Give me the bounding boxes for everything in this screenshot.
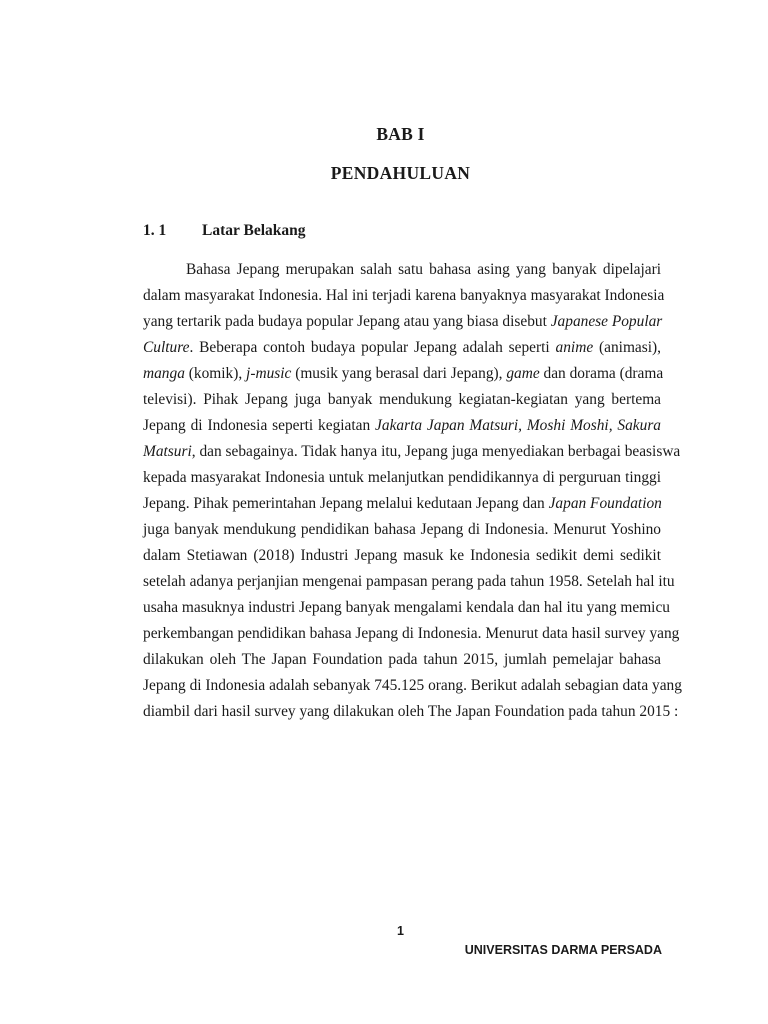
paragraph-line xyxy=(143,699,679,725)
section-heading xyxy=(143,222,306,240)
text-run: usaha masuknya industri Jepang banyak mengalami kendala dan hal itu yang memicu xyxy=(143,599,670,616)
paragraph-line xyxy=(143,413,661,439)
text-run: dalam Stetiawan (2018) Industri Jepang masuk ke Indonesia sedikit demi sedikit xyxy=(143,547,661,564)
text-run: yang tertarik pada budaya popular Jepang atau yang biasa disebut xyxy=(143,313,551,330)
paragraph-line xyxy=(143,309,661,335)
paragraph-line xyxy=(143,517,661,543)
text-run: juga banyak mendukung pendidikan bahasa Jepang di Indonesia. Menurut Yoshino xyxy=(143,521,661,538)
text-run: . Beberapa contoh budaya popular Jepang adalah seperti xyxy=(189,339,556,356)
paragraph-line xyxy=(143,361,664,387)
text-run: dalam masyarakat Indonesia. Hal ini terjadi karena banyaknya masyarakat Indonesia xyxy=(143,287,665,304)
italic-term: Japanese Popular xyxy=(550,313,663,330)
paragraph-line xyxy=(143,647,661,673)
chapter-title: PENDAHULUAN xyxy=(330,163,471,183)
paragraph-line xyxy=(143,621,680,647)
text-run: Jepang di Indonesia seperti kegiatan xyxy=(143,417,376,434)
text-run: , dan sebagainya. Tidak hanya itu, Jepang juga menyediakan berbagai beasiswa xyxy=(191,443,681,460)
paragraph-line xyxy=(143,569,675,595)
text-run: Bahasa Jepang merupakan salah satu bahasa asing yang banyak dipelajari xyxy=(186,261,661,278)
italic-term: j-music xyxy=(246,365,292,382)
section-title: Latar Belakang xyxy=(202,222,306,239)
italic-term: Jakarta Japan Matsuri, Moshi Moshi, Sakura xyxy=(375,417,662,434)
text-run: (komik), xyxy=(184,365,247,382)
italic-term: anime xyxy=(555,339,594,356)
paragraph-line xyxy=(143,257,661,283)
chapter-number: BAB I xyxy=(376,124,425,144)
page-number: 1 xyxy=(397,924,404,938)
italic-term: Japan Foundation xyxy=(548,495,662,512)
italic-term: manga xyxy=(143,365,185,382)
paragraph-line xyxy=(143,283,665,309)
text-run: (musik yang berasal dari Jepang), xyxy=(291,365,507,382)
text-run: Jepang di Indonesia adalah sebanyak 745.125 orang. Berikut adalah sebagian data yang xyxy=(143,677,682,694)
text-run: dilakukan oleh The Japan Foundation pada tahun 2015, jumlah pemelajar bahasa xyxy=(143,651,661,668)
text-run: (animasi), xyxy=(593,339,661,356)
italic-term: game xyxy=(506,365,540,382)
text-run: televisi). Pihak Jepang juga banyak mendukung kegiatan-kegiatan yang bertema xyxy=(143,391,661,408)
text-run: diambil dari hasil survey yang dilakukan oleh The Japan Foundation pada tahun 2015 : xyxy=(143,703,679,720)
section-number: 1. 1 xyxy=(143,222,167,239)
text-run: kepada masyarakat Indonesia untuk melanjutkan pendidikannya di perguruan tinggi xyxy=(143,469,661,486)
body-paragraph xyxy=(143,257,682,725)
paragraph-line xyxy=(143,335,661,361)
paragraph-line xyxy=(143,543,661,569)
text-run: perkembangan pendidikan bahasa Jepang di Indonesia. Menurut data hasil survey yang xyxy=(143,625,680,642)
text-run: setelah adanya perjanjian mengenai pampasan perang pada tahun 1958. Setelah hal itu xyxy=(143,573,675,590)
paragraph-line xyxy=(143,387,661,413)
paragraph-line xyxy=(143,595,670,621)
italic-term: Culture xyxy=(143,339,190,356)
text-run: Jepang. Pihak pemerintahan Jepang melalui kedutaan Jepang dan xyxy=(143,495,549,512)
paragraph-line xyxy=(143,465,661,491)
footer-institution: UNIVERSITAS DARMA PERSADA xyxy=(464,943,662,957)
italic-term: Matsuri xyxy=(143,443,192,460)
paragraph-line xyxy=(143,439,681,465)
text-run: dan dorama (drama xyxy=(539,365,664,382)
paragraph-line xyxy=(143,673,682,699)
paragraph-line xyxy=(143,491,661,517)
